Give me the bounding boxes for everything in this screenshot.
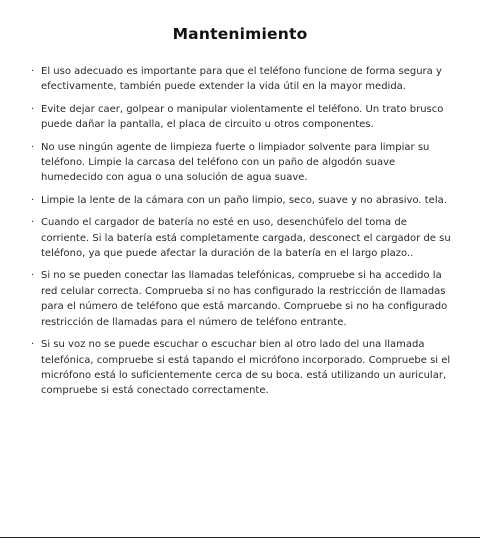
- bullet-icon: ·: [31, 270, 35, 282]
- list-item: [30, 193, 454, 208]
- list-item: [30, 140, 454, 186]
- bullet-icon: ·: [31, 141, 35, 153]
- page-bottom-divider: [0, 537, 480, 538]
- list-item: [30, 102, 454, 133]
- list-item-text: El uso adecuado es importante para que el teléfono funcione de forma segura y efectivamente, también puede extender la vida útil en la mayor medida.: [41, 66, 442, 93]
- list-item-text: Evite dejar caer, golpear o manipular violentamente el teléfono. Un trato brusco puede dañar la pantalla, el placa de circuito u otros componentes.: [41, 103, 444, 131]
- list-item: [30, 268, 454, 330]
- maintenance-list: [30, 64, 454, 406]
- page-title: Mantenimiento: [172, 25, 308, 43]
- list-item: [30, 337, 454, 399]
- list-item-text: Limpie la lente de la cámara con un paño limpio, seco, suave y no abrasivo. tela.: [41, 194, 447, 206]
- bullet-icon: ·: [31, 217, 35, 229]
- bullet-icon: ·: [31, 66, 35, 77]
- bullet-icon: ·: [31, 194, 35, 206]
- list-item-text: Si su voz no se puede escuchar o escuchar bien al otro lado del una llamada telefónica, compruebe si está tapando el micrófono incorporado. Compruebe si el micrófono está lo suficientemente cerca de su boca. está utilizando un auricular, compruebe si está conectado correctamente.: [41, 339, 451, 397]
- list-item-text: No use ningún agente de limpieza fuerte o limpiador solvente para limpiar su teléfono. Limpie la carcasa del teléfono con un paño de algodón suave humedecido con agua o una solución de agua suave.: [41, 141, 430, 184]
- list-item: [30, 64, 454, 95]
- list-item-text: Cuando el cargador de batería no esté en uso, desenchúfelo del toma de corriente. Si la batería está completamente cargada, desconect el cargador de su teléfono, ya que puede afectar la duración de la batería en el largo plazo..: [41, 217, 451, 260]
- list-item-text: Si no se pueden conectar las llamadas telefónicas, compruebe si ha accedido la red celular correcta. Comprueba si no has configurado la restricción de llamadas para el número de teléfono que está marcando. Compruebe si no ha configurado restricción de llamadas para el número de teléfono entrante.: [41, 270, 448, 328]
- bullet-icon: ·: [31, 103, 35, 115]
- list-item: [30, 215, 454, 261]
- bullet-icon: ·: [31, 339, 35, 351]
